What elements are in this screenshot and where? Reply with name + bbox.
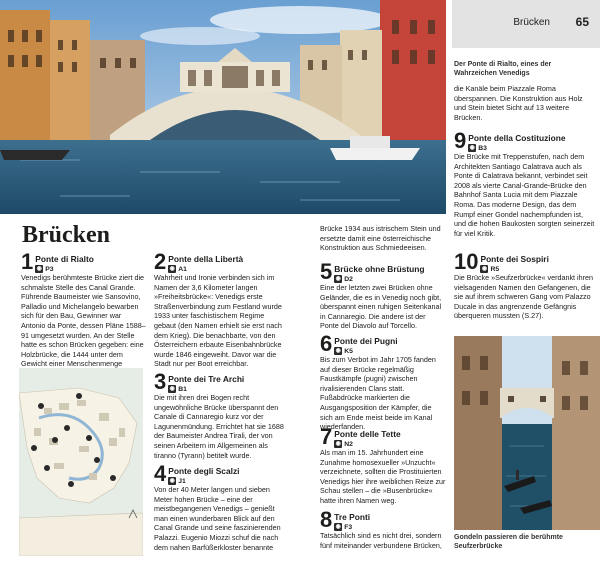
- tre-ponti-text-continued: die Kanäle beim Piazzale Roma überspannen. Die Konstruktion aus Holz und Stein bietet Sicht auf 13 weitere Brücken.: [454, 84, 583, 122]
- entry-text-3: Die mit ihren drei Bogen recht ungewöhnliche Brücke überspannt den Canale di Cannaregio kurz vor der Lagunenmündung. Errichtet hat sie 1688 der Baumeister Andrea Tirali, der von seinen Arbeitern im Allgemeinen als tiranno (Tyrann) betitelt wurde.: [154, 393, 284, 460]
- entry-heading-5: [320, 259, 425, 284]
- entry-number: 2: [154, 249, 167, 274]
- map-reference: R5: [490, 265, 500, 273]
- entry-name: Ponte dei Tre Archi: [168, 374, 245, 384]
- entry-number: 8: [320, 507, 333, 532]
- map-reference: D2: [344, 275, 353, 283]
- map-pin-icon: ◉: [169, 386, 175, 392]
- map-pin-icon: ◉: [469, 145, 475, 151]
- map-reference: J1: [178, 477, 186, 485]
- entry-text-5: Eine der letzten zwei Brücken ohne Geländer, die es in Venedig noch gibt, überspannt einen ruhigen Seitenkanal in Cannaregio. Die andere ist der Ponte del Diavolo auf Torcello.: [320, 283, 442, 331]
- entry-name: Ponte della Costituzione: [468, 133, 566, 143]
- running-header: [452, 0, 600, 48]
- entry-name: Brücke ohne Brüstung: [334, 264, 425, 274]
- entry-heading-10: [454, 249, 549, 274]
- entry-name: Ponte di Rialto: [35, 254, 94, 264]
- bridge-of-sighs-photo: [454, 336, 600, 530]
- entry-text-10: Die Brücke »Seufzerbrücke« verdankt ihren vielsagenden Namen den Gefangenen, die sie auf ihrem schweren Gang vom Palazzo Ducale in das angrenzende Gefängnis überqueren mussten (S.27).: [454, 273, 594, 321]
- entry-text-8: Tatsächlich sind es nicht drei, sondern fünf miteinander verbundene Brücken,: [320, 531, 442, 550]
- map-pin-icon: ◉: [335, 348, 341, 354]
- entry-text-7: Als man im 15. Jahrhundert eine Zunahme homosexueller »Unzucht« verzeichnete, sollten die Prostituierten Venedigs hier ihre weiblichen Reize zur Schau stellen – die »Busenbrücke« hatte ihren Namen weg.: [320, 448, 446, 505]
- map-pin-icon: ◉: [169, 266, 175, 272]
- map-reference: N2: [344, 440, 353, 448]
- entry-name: Ponte delle Tette: [334, 429, 401, 439]
- entry-heading-3: [154, 369, 245, 394]
- rialto-photo-caption: Der Ponte di Rialto, eines der Wahrzeichen Venedigs: [454, 61, 552, 77]
- entry-heading-9: [454, 128, 566, 153]
- map-pin-icon: ◉: [335, 524, 341, 530]
- entry-number: 3: [154, 369, 167, 394]
- entry-heading-8: [320, 507, 371, 532]
- entry-number: 10: [454, 249, 479, 274]
- scalzi-text-continued: Brücke 1934 aus istrischem Stein und ersetzte damit eine österreichische Konstruktion aus Schmiedeeisen.: [320, 224, 441, 253]
- entry-heading-6: [320, 331, 398, 356]
- page-number: 65: [575, 15, 589, 29]
- entry-name: Ponte dei Pugni: [334, 336, 398, 346]
- entry-name: Ponte della Libertà: [168, 254, 244, 264]
- entry-number: 1: [21, 249, 34, 274]
- entry-text-4: Von der 40 Meter langen und sieben Meter hohen Brücke – eine der meistbegangenen Venedigs – genießt man einen wunderbaren Blick auf den Canal Grande und seine faszinierenden Palazzi. Eugenio Miozzi schuf die nach dem nahen Barfüßerkloster benannte: [154, 485, 281, 552]
- entry-heading-1: [21, 249, 94, 274]
- entry-name: Ponte degli Scalzi: [168, 466, 240, 476]
- map-pin-icon: ◉: [169, 478, 175, 484]
- map-pin-icon: ◉: [335, 441, 341, 447]
- entry-number: 6: [320, 331, 333, 356]
- map-reference: B1: [178, 385, 187, 393]
- entry-number: 4: [154, 461, 167, 486]
- map-reference: F3: [344, 523, 353, 531]
- entry-number: 9: [454, 128, 467, 153]
- entry-text-6: Bis zum Verbot im Jahr 1705 fanden auf dieser Brücke regelmäßig Faustkämpfe (pugni) zwischen rivalisierenden Clans statt. Fußabdrücke markierten die Ausgangsposition der Kämpfer, die sich am Ende meist beide im Kanal wiederfanden.: [320, 355, 436, 432]
- rialto-bridge-photo: [0, 0, 446, 214]
- bridge-of-sighs-caption: Gondeln passieren die berühmte Seufzerbrücke: [454, 534, 563, 550]
- entry-text-9: Die Brücke mit Treppenstufen, nach dem Architekten Santiago Calatrava auch als Ponte di Calatrava bekannt, verbindet seit 2008 als vierte Canal-Grande-Brücke den Bahnhof Santa Lucia mit dem Piazzale Roma. Das moderne Design, das dem Rumpf einer Gondel nachempfunden ist, und die hohen Baukosten sorgten seinerzeit für viel Kritik.: [454, 152, 595, 238]
- section-title: Brücken: [513, 17, 550, 28]
- map-pin-icon: ◉: [335, 276, 341, 282]
- map-reference: K5: [344, 347, 353, 355]
- entry-name: Tre Ponti: [334, 512, 371, 522]
- map-reference: A1: [178, 265, 187, 273]
- entry-heading-2: [154, 249, 244, 274]
- entry-text-2: Wahrheit und Ironie verbinden sich im Namen der 3,6 Kilometer langen »Freiheitsbrücke«: Venedigs erste Straßenverbindung zum Festland wurde 1933 unter faschistischem Regime gebaut (den Namen erhielt sie erst nach dem Krieg). Die benachbarte, von den Österreichern erbaute Eisenbahnbrücke wurde 1846 eingeweiht. Davor war die Stadt nur per Boot erreichbar.: [154, 273, 282, 369]
- entry-heading-7: [320, 424, 401, 449]
- entry-heading-4: [154, 461, 240, 486]
- entry-number: 7: [320, 424, 333, 449]
- map-reference: P3: [45, 265, 54, 273]
- map-pin-icon: ◉: [36, 266, 42, 272]
- page-title: Brücken: [22, 222, 111, 248]
- entry-name: Ponte dei Sospiri: [480, 254, 549, 264]
- entry-number: 5: [320, 259, 333, 284]
- entry-text-1: Venedigs berühmteste Brücke ziert die schmalste Stelle des Canal Grande. Führende Baumeister wie Sansovino, Palladio und Michelangelo bewarben sich für den Bau, Gewinner war Antonio da Ponte, dessen Pläne 1588–91 umgesetzt wurden. An der Stelle hatte es schon Brücken gegeben: eine Holzbrücke, die 1444 unter dem Gewicht einer Menschenmenge: [21, 273, 146, 369]
- map-reference: B3: [478, 144, 487, 152]
- bridges-locator-map: [19, 368, 143, 556]
- map-pin-icon: ◉: [481, 266, 488, 272]
